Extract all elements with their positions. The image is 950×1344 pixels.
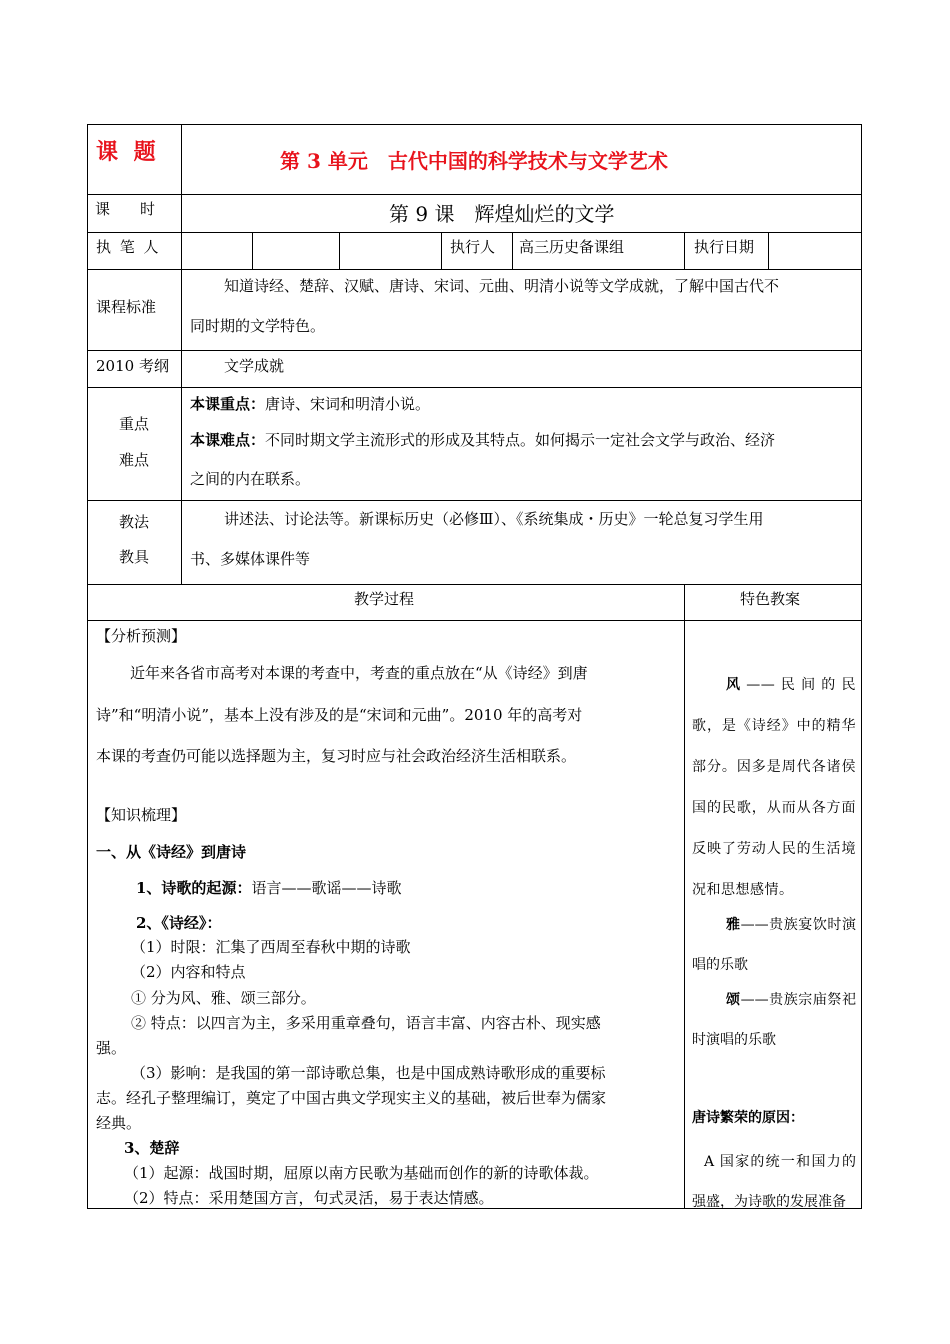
knowledge-heading: 【知识梳理】 <box>96 806 187 824</box>
methods-label-1: 教法 <box>119 513 150 531</box>
chuci-heading: 3、楚辞 <box>124 1139 180 1157</box>
cell-divider <box>441 232 442 270</box>
shijing-4b: 强。 <box>96 1039 127 1057</box>
label-column-divider <box>181 124 182 584</box>
executor-value: 高三历史备课组 <box>519 238 625 256</box>
cell-divider <box>512 232 513 270</box>
methods-line-1: 讲述法、讨论法等。新课标历史（必修Ⅲ）、《系统集成・历史》一轮总复习学生用 <box>224 510 764 528</box>
difficulty-label: 本课难点： <box>190 431 266 449</box>
date-label: 执行日期 <box>694 238 755 256</box>
process-feature-divider <box>684 584 685 1209</box>
sidebar-song <box>692 980 856 1060</box>
row-line <box>87 584 862 585</box>
origin-label: 1、诗歌的起源： <box>136 879 252 897</box>
row-line <box>87 387 862 388</box>
row-line <box>87 350 862 351</box>
analysis-heading: 【分析预测】 <box>96 627 187 645</box>
feng-label: 风 <box>726 677 747 693</box>
row-line <box>87 232 862 233</box>
shijing-4a: ② 特点：以四言为主，多采用重章叠句，语言丰富、内容古朴、现实感 <box>131 1014 601 1032</box>
row-line <box>87 620 862 621</box>
table-border-right <box>861 124 862 1209</box>
sidebar-feng <box>692 665 856 911</box>
chuci-2: （2）特点：采用楚国方言，句式灵活，易于表达情感。 <box>124 1189 494 1207</box>
analysis-line-2: 诗”和“明清小说”，基本上没有涉及的是“宋词和元曲”。2010 年的高考对 <box>96 706 583 724</box>
difficulty-line <box>190 430 775 450</box>
difficulty-line-2: 之间的内在联系。 <box>190 470 311 488</box>
keypoints-label-2: 难点 <box>119 451 150 469</box>
tang-text: A 国家的统一和国力的强盛，为诗歌的发展准备 <box>692 1154 856 1210</box>
shijing-2: （2）内容和特点 <box>131 963 246 981</box>
unit-title: 第 3 单元 古代中国的科学技术与文学艺术 <box>280 149 668 173</box>
syllabus-value: 文学成就 <box>224 357 285 375</box>
author-label: 执 笔 人 <box>96 238 161 256</box>
ya-label: 雅 <box>726 917 741 933</box>
analysis-line-3: 本课的考查仍可能以选择题为主，复习时应与社会政治经济生活相联系。 <box>96 747 577 765</box>
focus-text: 唐诗、宋词和明清小说。 <box>265 395 431 413</box>
shijing-5c: 经典。 <box>96 1114 142 1132</box>
cell-divider <box>684 232 685 270</box>
table-border-top <box>87 124 862 125</box>
standard-line-2: 同时期的文学特色。 <box>190 317 326 335</box>
methods-line-2: 书、多媒体课件等 <box>190 550 311 568</box>
shijing-5a: （3）影响：是我国的第一部诗歌总集，也是中国成熟诗歌形成的重要标 <box>131 1064 606 1082</box>
feature-header: 特色教案 <box>740 590 801 608</box>
cell-divider <box>768 232 769 270</box>
topic-label: 课 题 <box>96 139 160 165</box>
methods-label-2: 教具 <box>119 548 150 566</box>
focus-label: 本课重点： <box>190 395 266 413</box>
process-header: 教学过程 <box>354 590 415 608</box>
analysis-line-1: 近年来各省市高考对本课的考查中，考查的重点放在“从《诗经》到唐 <box>130 664 588 682</box>
shijing-heading: 2、《诗经》： <box>136 914 222 932</box>
shijing-5b: 志。经孔子整理编订，奠定了中国古典文学现实主义的基础，被后世奉为儒家 <box>96 1089 607 1107</box>
ya-text: ——贵族宴饮时演唱的乐歌 <box>692 917 857 973</box>
row-line <box>87 500 862 501</box>
tang-heading: 唐诗繁荣的原因： <box>692 1110 804 1126</box>
table-border-left <box>87 124 88 1209</box>
song-text: ——贵族宗庙祭祀时演唱的乐歌 <box>692 992 857 1048</box>
lesson-title: 第 9 课 辉煌灿烂的文学 <box>389 202 615 226</box>
executor-label: 执行人 <box>450 238 496 256</box>
feng-text: ——民间的民歌，是《诗经》中的精华部分。因多是周代各诸侯国的民歌，从而从各方面反映了劳动人民的生活境况和思想感情。 <box>692 677 857 898</box>
syllabus-label: 2010 考纲 <box>96 357 169 375</box>
cell-divider <box>339 232 340 270</box>
row-line <box>87 269 862 270</box>
period-label: 课 时 <box>95 200 156 218</box>
sidebar-ya <box>692 905 856 985</box>
origin-line <box>136 878 401 898</box>
shijing-1: （1）时限：汇集了西周至春秋中期的诗歌 <box>131 938 411 956</box>
shijing-3: ① 分为风、雅、颂三部分。 <box>131 989 316 1007</box>
chuci-1: （1）起源：战国时期，屈原以南方民歌为基础而创作的新的诗歌体裁。 <box>124 1164 599 1182</box>
focus-line <box>190 394 430 414</box>
standard-line-1: 知道诗经、楚辞、汉赋、唐诗、宋词、元曲、明清小说等文学成就，了解中国古代不 <box>224 277 780 295</box>
section-1-heading: 一、从《诗经》到唐诗 <box>96 843 247 861</box>
row-line <box>87 194 862 195</box>
song-label: 颂 <box>726 992 741 1008</box>
keypoints-label-1: 重点 <box>119 415 150 433</box>
difficulty-text-1: 不同时期文学主流形式的形成及其特点。如何揭示一定社会文学与政治、经济 <box>265 431 776 449</box>
origin-text: 语言——歌谣——诗歌 <box>251 879 402 897</box>
cell-divider <box>252 232 253 270</box>
standard-label: 课程标准 <box>96 298 157 316</box>
